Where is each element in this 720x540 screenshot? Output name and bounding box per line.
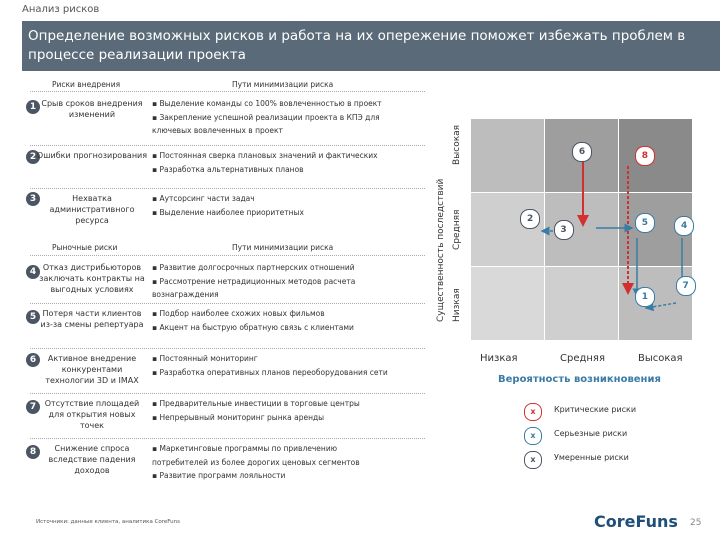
- mitigation-list: [152, 192, 427, 219]
- y-level-low: Низкая: [452, 288, 462, 322]
- matrix-point-2: 2: [520, 209, 540, 229]
- mitigation-item: ▪ Развитие программ лояльности: [152, 471, 286, 480]
- risk-number: 7: [26, 400, 40, 414]
- row-divider: [30, 438, 425, 439]
- matrix-point-5: 5: [635, 213, 655, 233]
- x-level-medium: Средняя: [560, 353, 605, 364]
- mitigation-item: ▪ Выделение наиболее приоритетных: [152, 207, 304, 217]
- mitigation-item: ▪ Аутсорсинг части задач: [152, 194, 255, 203]
- y-level-medium: Средняя: [452, 209, 462, 250]
- page-number: 25: [690, 518, 702, 528]
- mitigation-list: [152, 149, 427, 176]
- risk-label: Потеря части клиентов из-за смены репертуара: [40, 309, 144, 329]
- divider: [30, 255, 425, 256]
- mitigation-list: [152, 442, 427, 483]
- x-level-low: Низкая: [480, 353, 518, 364]
- risk-matrix: [470, 118, 692, 341]
- slide-title: Определение возможных рисков и работа на их опережение поможет избежать проблем в процессе реализации проекта: [28, 28, 686, 63]
- mitigation-item: ▪ Постоянная сверка плановых значений и фактических: [152, 151, 378, 160]
- legend-critical-marker: x: [524, 403, 542, 421]
- mitigation-item: ▪ Маркетинговые программы по привлечению: [152, 444, 338, 453]
- mitigation-list: [152, 261, 427, 302]
- mitigation-list: [152, 97, 427, 138]
- risk-number: 6: [26, 353, 40, 367]
- top-bar: [0, 0, 720, 20]
- source-note: Источники: данные клиента, аналитика CoreFuns: [36, 519, 181, 525]
- matrix-y-title: Существенность последствий: [436, 178, 446, 322]
- risk-number: 8: [26, 445, 40, 459]
- mitigation-item: ▪ Предварительные инвестиции в торговые центры: [152, 399, 360, 408]
- legend-moderate-marker: x: [524, 451, 542, 469]
- risk-label: Снижение спроса вследствие падения доходов: [48, 444, 136, 475]
- risk-label: Отказ дистрибьюторов заключать контракты на выгодных условиях: [39, 263, 145, 294]
- legend-critical-label: Критические риски: [554, 405, 637, 414]
- brand-logo: CoreFuns: [594, 512, 678, 531]
- y-level-high: Высокая: [452, 124, 462, 165]
- ways-header-implementation: Пути минимизации риска: [232, 80, 334, 89]
- risk-label: Активное внедрение конкурентами технологии 3D и IMAX: [45, 354, 139, 385]
- matrix-point-7: 7: [676, 276, 696, 296]
- risk-label: Отсутствие площадей для открытия новых точек: [44, 399, 140, 430]
- mitigation-list: [152, 397, 427, 424]
- mitigation-item: ▪ Непрерывный мониторинг рынка аренды: [152, 412, 325, 422]
- row-divider: [30, 348, 425, 349]
- divider: [30, 91, 425, 92]
- mitigation-item: ▪ Рассмотрение нетрадиционных методов расчета: [152, 276, 356, 286]
- mitigation-item: ▪ Развитие долгосрочных партнерских отношений: [152, 263, 355, 272]
- ways-header-market: Пути минимизации риска: [232, 243, 334, 252]
- title-banner: [22, 21, 720, 71]
- risk-number: 4: [26, 265, 40, 279]
- mitigation-item: ▪ Разработка оперативных планов переоборудования сети: [152, 367, 388, 377]
- risk-number: 5: [26, 310, 40, 324]
- mitigation-item: ▪ Закрепление успешной реализации проекта в КПЭ для: [152, 112, 380, 122]
- matrix-point-3: 3: [554, 220, 574, 240]
- mitigation-list: [152, 352, 427, 379]
- slide-section-title: Анализ рисков: [22, 4, 100, 15]
- mitigation-item: вознаграждения: [152, 290, 219, 299]
- mitigation-list: [152, 307, 427, 334]
- risk-label: Нехватка административного ресурса: [49, 194, 135, 225]
- risk-label: Срыв сроков внедрения изменений: [41, 99, 143, 119]
- risk-label: Ошибки прогнозирования: [36, 151, 148, 160]
- mitigation-item: потребителей из более дорогих ценовых сегментов: [152, 457, 360, 467]
- row-divider: [30, 188, 425, 189]
- legend-serious-marker: x: [524, 427, 542, 445]
- legend-moderate-label: Умеренные риски: [554, 453, 629, 462]
- matrix-point-6: 6: [572, 142, 592, 162]
- risk-number: 2: [26, 150, 40, 164]
- matrix-point-8: 8: [635, 146, 655, 166]
- mitigation-item: ▪ Постоянный мониторинг: [152, 354, 258, 363]
- mitigation-item: ключевых вовлеченных в проект: [152, 126, 283, 135]
- row-divider: [30, 303, 425, 304]
- matrix-point-1: 1: [635, 287, 655, 307]
- row-divider: [30, 393, 425, 394]
- risks-header-implementation: Риски внедрения: [52, 80, 121, 89]
- x-level-high: Высокая: [638, 353, 683, 364]
- matrix-point-4: 4: [674, 216, 694, 236]
- mitigation-item: ▪ Выделение команды со 100% вовлеченностью в проект: [152, 99, 382, 108]
- mitigation-item: ▪ Акцент на быструю обратную связь с клиентами: [152, 322, 354, 332]
- risk-number: 1: [26, 100, 40, 114]
- mitigation-item: ▪ Подбор наиболее схожих новых фильмов: [152, 309, 325, 318]
- row-divider: [30, 145, 425, 146]
- legend-serious-label: Серьезные риски: [554, 429, 628, 438]
- risks-header-market: Рыночные риски: [52, 243, 118, 252]
- mitigation-item: ▪ Разработка альтернативных планов: [152, 164, 304, 174]
- risk-number: 3: [26, 192, 40, 206]
- matrix-x-title: Вероятность возникновения: [498, 374, 661, 385]
